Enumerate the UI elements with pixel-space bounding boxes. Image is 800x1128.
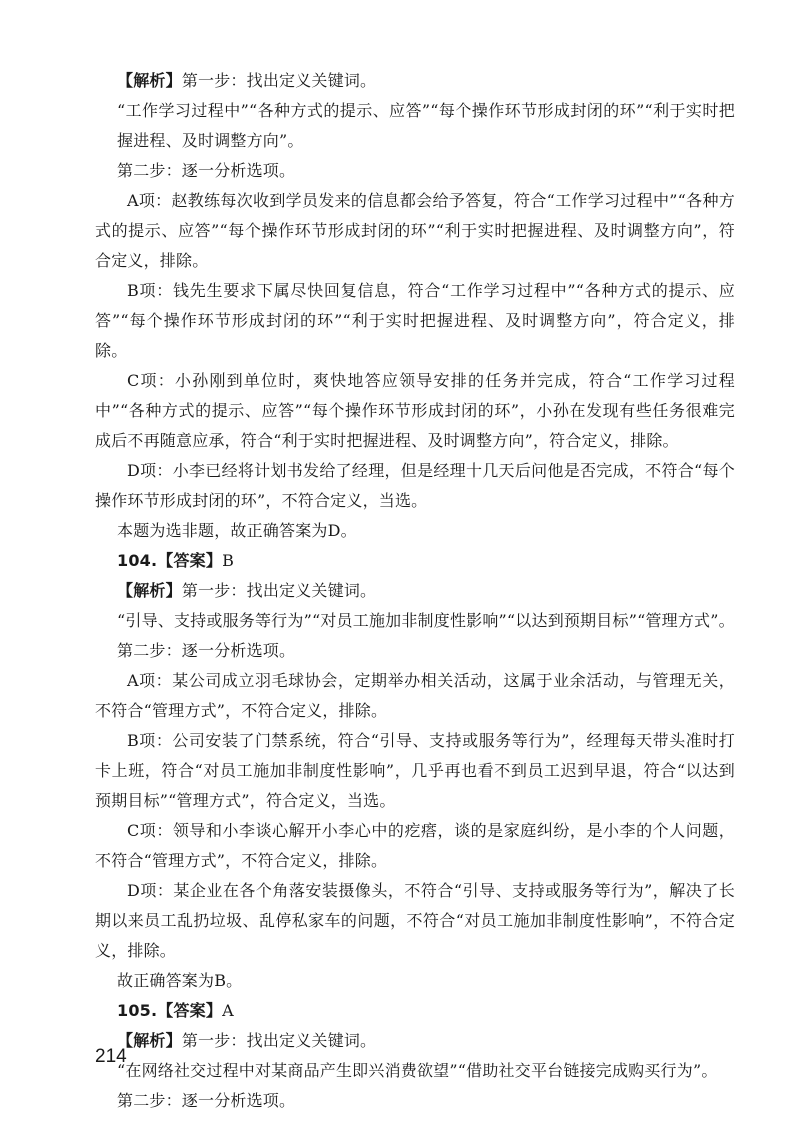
paragraph-option-c bbox=[95, 816, 735, 876]
paragraph-option-d bbox=[95, 456, 735, 516]
paragraph-keywords bbox=[95, 1056, 735, 1086]
paragraph-analysis-heading bbox=[95, 576, 735, 606]
paragraph-text: “在网络社交过程中对某商品产生即兴消费欲望”“借助社交平台链接完成购买行为”。 bbox=[117, 1061, 718, 1080]
paragraph-option-a bbox=[95, 186, 735, 276]
paragraph-step-two bbox=[95, 1086, 735, 1116]
paragraph-text: “引导、支持或服务等行为”“对员工施加非制度性影响”“以达到预期目标”“管理方式”。 bbox=[117, 611, 735, 630]
analysis-label: 【解析】 bbox=[117, 71, 182, 90]
paragraph-option-b bbox=[95, 726, 735, 816]
paragraph-text: 第一步：找出定义关键词。 bbox=[181, 71, 377, 90]
paragraph-conclusion bbox=[95, 516, 735, 546]
paragraph-text: 故正确答案为B。 bbox=[117, 971, 243, 990]
paragraph-step-two bbox=[95, 156, 735, 186]
paragraph-text: 第二步：逐一分析选项。 bbox=[117, 161, 296, 180]
paragraph-keywords bbox=[95, 96, 735, 156]
paragraph-text: B项：钱先生要求下属尽快回复信息，符合“工作学习过程中”“各种方式的提示、应答”“每个操作环节形成封闭的环”“利于实时把握进程、及时调整方向”，符合定义，排除。 bbox=[95, 281, 735, 360]
paragraph-option-b bbox=[95, 276, 735, 366]
paragraph-option-a bbox=[95, 666, 735, 726]
paragraph-answer-105 bbox=[95, 996, 735, 1026]
paragraph-option-d bbox=[95, 876, 735, 966]
paragraph-text: A项：某公司成立羽毛球协会，定期举办相关活动，这属于业余活动，与管理无关，不符合“管理方式”，不符合定义，排除。 bbox=[95, 671, 735, 720]
paragraph-text: 第二步：逐一分析选项。 bbox=[117, 1091, 296, 1110]
paragraph-text: 第一步：找出定义关键词。 bbox=[181, 1031, 377, 1050]
analysis-label: 【解析】 bbox=[117, 581, 182, 600]
paragraph-answer-104 bbox=[95, 546, 735, 576]
paragraph-text: A项：赵教练每次收到学员发来的信息都会给予答复，符合“工作学习过程中”“各种方式的提示、应答”“每个操作环节形成封闭的环”“利于实时把握进程、及时调整方向”，符合定义，排除。 bbox=[95, 191, 735, 270]
paragraph-text: D项：某企业在各个角落安装摄像头，不符合“引导、支持或服务等行为”，解决了长期以来员工乱扔垃圾、乱停私家车的问题，不符合“对员工施加非制度性影响”，不符合定义，排除。 bbox=[95, 881, 735, 960]
paragraph-text: D项：小李已经将计划书发给了经理，但是经理十几天后问他是否完成，不符合“每个操作环节形成封闭的环”，不符合定义，当选。 bbox=[95, 461, 735, 510]
page-number: 214 bbox=[95, 1046, 127, 1067]
paragraph-text: C项：小孙刚到单位时，爽快地答应领导安排的任务并完成，符合“工作学习过程中”“各种方式的提示、应答”“每个操作环节形成封闭的环”，小孙在发现有些任务很难完成后不再随意应承，符合“利于实时把握进程、及时调整方向”，符合定义，排除。 bbox=[95, 371, 735, 450]
paragraph-text: B bbox=[222, 551, 235, 570]
paragraph-text: 第二步：逐一分析选项。 bbox=[117, 641, 296, 660]
paragraph-step-two bbox=[95, 636, 735, 666]
paragraph-text: B项：公司安装了门禁系统，符合“引导、支持或服务等行为”，经理每天带头准时打卡上班，符合“对员工施加非制度性影响”，几乎再也看不到员工迟到早退，符合“以达到预期目标”“管理方式”，符合定义，当选。 bbox=[95, 731, 735, 810]
paragraph-text: A bbox=[222, 1001, 234, 1020]
paragraph-text: “工作学习过程中”“各种方式的提示、应答”“每个操作环节形成封闭的环”“利于实时把握进程、及时调整方向”。 bbox=[117, 101, 735, 150]
paragraph-text: 第一步：找出定义关键词。 bbox=[181, 581, 377, 600]
paragraph-text: 本题为选非题，故正确答案为D。 bbox=[117, 521, 357, 540]
answer-label: 104.【答案】 bbox=[117, 551, 223, 570]
paragraph-text: C项：领导和小李谈心解开小李心中的疙瘩，谈的是家庭纠纷，是小李的个人问题，不符合“管理方式”，不符合定义，排除。 bbox=[95, 821, 735, 870]
paragraph-keywords bbox=[95, 606, 735, 636]
paragraph-option-c bbox=[95, 366, 735, 456]
paragraph-conclusion bbox=[95, 966, 735, 996]
answer-label: 105.【答案】 bbox=[117, 1001, 223, 1020]
paragraph-analysis-heading bbox=[95, 1026, 735, 1056]
analysis-label: 【解析】 bbox=[117, 1031, 182, 1050]
paragraph-analysis-heading bbox=[95, 66, 735, 96]
page-content bbox=[95, 66, 735, 1116]
